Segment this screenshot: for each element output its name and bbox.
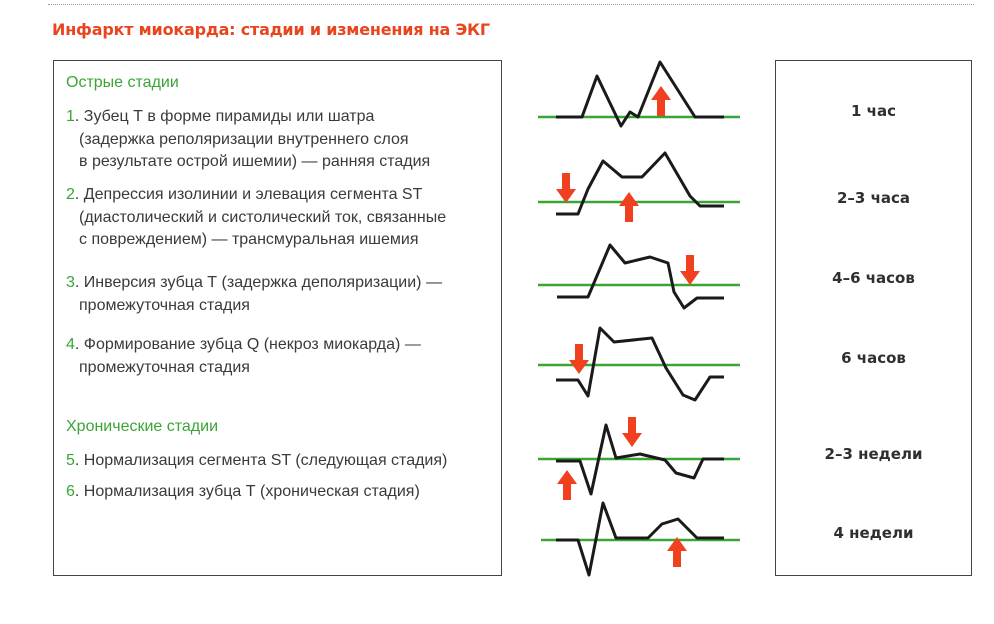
stage-3: 3. Инверсия зубца Т (задержка деполяризации) — промежуточная стадия [66,272,442,317]
stage-text: (задержка реполяризации внутреннего слоя [79,130,409,148]
ecg-stage-1 [538,62,740,126]
time-label-3: 4–6 часов [832,269,915,287]
ecg-stage-5 [538,417,740,500]
stage-text: Нормализация сегмента ST (следующая стадия) [83,452,448,469]
time-label-6: 4 недели [833,524,914,542]
page-title: Инфаркт миокарда: стадии и изменения на ЭКГ [52,20,490,39]
stage-number: 2 [66,186,75,203]
arrow-up-icon [619,192,639,222]
ecg-traces [530,50,760,590]
acute-heading: Острые стадии [66,74,179,91]
arrow-up-icon [557,470,577,500]
stage-text: Формирование зубца Q (некроз миокарда) — [83,336,421,353]
stage-1: 1. Зубец Т в форме пирамиды или шатра (задержка реполяризации внутреннего слоя в результате острой ишемии) — ранняя стадия [66,106,430,174]
ecg-stage-2 [538,153,740,222]
time-label-4: 6 часов [841,349,906,367]
stage-text: с повреждением) — трансмуральная ишемия [79,231,419,248]
stage-number: 3 [66,274,75,291]
stage-text: Депрессия изолинии и элевация сегмента ST [83,186,423,203]
ecg-stage-3 [538,245,740,308]
times-panel [775,60,972,576]
arrow-down-icon [622,417,642,447]
arrow-up-icon [667,537,687,567]
stage-text: в результате острой ишемии) — ранняя стадия [79,153,431,170]
stage-2: 2. Депрессия изолинии и элевация сегмента ST (диастолический и систолический ток, связанные с повреждением) — трансмуральная ишемия [66,184,446,252]
time-label-2: 2–3 часа [836,189,911,207]
stage-number: 6 [66,483,75,500]
stage-4: 4. Формирование зубца Q (некроз миокарда) — промежуточная стадия [66,334,421,379]
stage-text: Инверсия зубца Т (задержка деполяризации) — [83,274,442,291]
top-rule [48,4,974,5]
stage-number: 5 [66,452,75,469]
ecg-trace [557,245,724,308]
arrow-down-icon [569,344,589,374]
stage-6: 6. Нормализация зубца Т (хроническая стадия) [66,483,420,500]
stage-text: промежуточная стадия [79,296,250,314]
ecg-stage-6 [541,503,740,575]
stage-text: (диастолический и систолический ток, связанные [79,208,447,226]
stage-number: 1 [66,108,75,125]
arrow-up-icon [651,86,671,116]
stage-text: промежуточная стадия [79,358,250,376]
stage-text: Нормализация зубца Т (хроническая стадия) [83,483,420,500]
stage-5: 5. Нормализация сегмента ST (следующая стадия) [66,452,448,469]
arrow-down-icon [680,255,700,285]
time-label-5: 2–3 недели [824,445,923,463]
stage-number: 4 [66,336,75,353]
stage-text: Зубец Т в форме пирамиды или шатра [83,108,375,125]
arrow-down-icon [556,173,576,203]
chronic-heading: Хронические стадии [66,418,219,435]
ecg-stage-4 [538,328,740,400]
time-label-1: 1 час [851,102,896,120]
ecg-trace [556,153,724,214]
